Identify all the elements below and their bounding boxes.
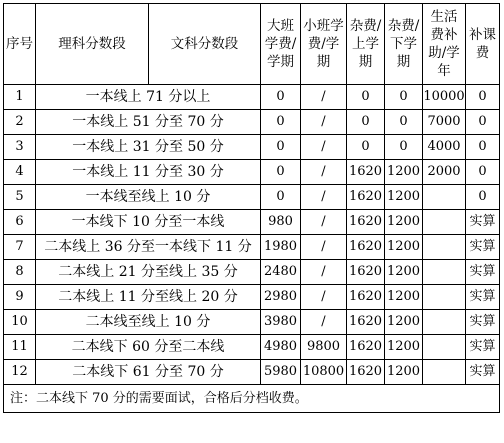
- cell-seq: 11: [4, 335, 36, 360]
- cell-misc-fee-second: 1200: [385, 160, 423, 185]
- cell-misc-fee-first: 0: [347, 85, 385, 110]
- cell-small-class-fee: /: [301, 235, 347, 260]
- cell-score-range: 一本线至线上 10 分: [36, 185, 261, 210]
- cell-small-class-fee: /: [301, 135, 347, 160]
- cell-small-class-fee: /: [301, 260, 347, 285]
- cell-misc-fee-first: 1620: [347, 235, 385, 260]
- header-science: [36, 4, 149, 85]
- header-seq: [4, 4, 36, 85]
- cell-small-class-fee: /: [301, 210, 347, 235]
- fee-table: [3, 3, 500, 413]
- cell-tutoring-fee: 0: [466, 185, 500, 210]
- header-misc-second: [385, 4, 423, 85]
- cell-misc-fee-first: 1620: [347, 360, 385, 385]
- table-row: [4, 310, 500, 335]
- header-small-class-label: 小班学费/学期: [303, 18, 344, 70]
- cell-big-class-fee: 5980: [261, 360, 301, 385]
- cell-misc-fee-second: 1200: [385, 285, 423, 310]
- cell-big-class-fee: 0: [261, 135, 301, 160]
- table-row: [4, 210, 500, 235]
- table-row: [4, 110, 500, 135]
- cell-misc-fee-second: 0: [385, 85, 423, 110]
- cell-seq: 1: [4, 85, 36, 110]
- header-row: [4, 4, 500, 85]
- header-arts: [149, 4, 261, 85]
- cell-seq: 2: [4, 110, 36, 135]
- cell-misc-fee-second: 1200: [385, 260, 423, 285]
- footnote: 注：二本线下 70 分的需要面试，合格后分档收费。: [4, 385, 500, 413]
- cell-seq: 7: [4, 235, 36, 260]
- cell-living-subsidy: [423, 285, 466, 310]
- table-row: [4, 135, 500, 160]
- header-misc-first: [347, 4, 385, 85]
- cell-big-class-fee: 0: [261, 110, 301, 135]
- cell-living-subsidy: 10000: [423, 85, 466, 110]
- cell-seq: 9: [4, 285, 36, 310]
- note-row: [4, 385, 500, 413]
- cell-tutoring-fee: 实算: [466, 310, 500, 335]
- cell-seq: 4: [4, 160, 36, 185]
- cell-score-range: 一本线下 10 分至一本线: [36, 210, 261, 235]
- cell-big-class-fee: 3980: [261, 310, 301, 335]
- cell-score-range: 二本线下 61 分至 70 分: [36, 360, 261, 385]
- cell-living-subsidy: 7000: [423, 110, 466, 135]
- cell-living-subsidy: 2000: [423, 160, 466, 185]
- cell-score-range: 二本线上 36 分至一本线下 11 分: [36, 235, 261, 260]
- cell-seq: 3: [4, 135, 36, 160]
- cell-misc-fee-first: 0: [347, 135, 385, 160]
- cell-seq: 6: [4, 210, 36, 235]
- header-science-label: 理科分数段: [58, 36, 126, 52]
- cell-misc-fee-second: 1200: [385, 335, 423, 360]
- table-row: [4, 185, 500, 210]
- cell-tutoring-fee: 0: [466, 135, 500, 160]
- cell-misc-fee-second: 0: [385, 135, 423, 160]
- cell-big-class-fee: 0: [261, 185, 301, 210]
- cell-seq: 10: [4, 310, 36, 335]
- cell-tutoring-fee: 0: [466, 110, 500, 135]
- cell-score-range: 二本线下 60 分至二本线: [36, 335, 261, 360]
- cell-seq: 12: [4, 360, 36, 385]
- cell-score-range: 一本线上 51 分至 70 分: [36, 110, 261, 135]
- cell-score-range: 一本线上 31 分至 50 分: [36, 135, 261, 160]
- fee-table-body: [4, 4, 500, 413]
- cell-living-subsidy: [423, 310, 466, 335]
- cell-big-class-fee: 1980: [261, 235, 301, 260]
- cell-tutoring-fee: 0: [466, 160, 500, 185]
- cell-misc-fee-first: 1620: [347, 285, 385, 310]
- cell-living-subsidy: [423, 335, 466, 360]
- cell-tutoring-fee: 0: [466, 85, 500, 110]
- cell-small-class-fee: 10800: [301, 360, 347, 385]
- header-small-class: [301, 4, 347, 85]
- cell-small-class-fee: /: [301, 160, 347, 185]
- cell-living-subsidy: [423, 210, 466, 235]
- cell-big-class-fee: 2980: [261, 285, 301, 310]
- header-tutoring: [466, 4, 500, 85]
- cell-tutoring-fee: 实算: [466, 210, 500, 235]
- cell-small-class-fee: /: [301, 310, 347, 335]
- cell-big-class-fee: 2480: [261, 260, 301, 285]
- cell-misc-fee-first: 1620: [347, 160, 385, 185]
- cell-living-subsidy: [423, 185, 466, 210]
- cell-seq: 5: [4, 185, 36, 210]
- cell-misc-fee-first: 1620: [347, 310, 385, 335]
- cell-tutoring-fee: 实算: [466, 360, 500, 385]
- table-row: [4, 160, 500, 185]
- cell-misc-fee-first: 1620: [347, 260, 385, 285]
- cell-small-class-fee: /: [301, 285, 347, 310]
- cell-living-subsidy: [423, 260, 466, 285]
- cell-score-range: 二本线上 21 分至线上 35 分: [36, 260, 261, 285]
- cell-misc-fee-second: 1200: [385, 360, 423, 385]
- header-living-subsidy: [423, 4, 466, 85]
- header-tutoring-label: 补课费: [469, 27, 496, 61]
- header-living-subsidy-label: 生活费补助/学年: [428, 9, 460, 79]
- cell-score-range: 一本线上 11 分至 30 分: [36, 160, 261, 185]
- header-arts-label: 文科分数段: [170, 36, 239, 52]
- cell-misc-fee-first: 1620: [347, 185, 385, 210]
- cell-living-subsidy: [423, 235, 466, 260]
- cell-tutoring-fee: 实算: [466, 335, 500, 360]
- cell-living-subsidy: [423, 360, 466, 385]
- table-row: [4, 285, 500, 310]
- cell-score-range: 二本线至线上 10 分: [36, 310, 261, 335]
- cell-tutoring-fee: 实算: [466, 235, 500, 260]
- table-row: [4, 260, 500, 285]
- header-misc-first-label: 杂费/上学期: [349, 18, 382, 70]
- cell-big-class-fee: 0: [261, 160, 301, 185]
- cell-misc-fee-second: 1200: [385, 210, 423, 235]
- cell-big-class-fee: 4980: [261, 335, 301, 360]
- table-row: [4, 360, 500, 385]
- cell-misc-fee-second: 1200: [385, 310, 423, 335]
- cell-seq: 8: [4, 260, 36, 285]
- table-row: [4, 85, 500, 110]
- cell-living-subsidy: 4000: [423, 135, 466, 160]
- cell-tutoring-fee: 实算: [466, 285, 500, 310]
- cell-score-range: 一本线上 71 分以上: [36, 85, 261, 110]
- cell-small-class-fee: /: [301, 110, 347, 135]
- cell-small-class-fee: 9800: [301, 335, 347, 360]
- cell-misc-fee-second: 1200: [385, 235, 423, 260]
- cell-small-class-fee: /: [301, 185, 347, 210]
- cell-misc-fee-first: 0: [347, 110, 385, 135]
- table-row: [4, 335, 500, 360]
- header-seq-label: 序号: [6, 36, 33, 52]
- cell-small-class-fee: /: [301, 85, 347, 110]
- cell-big-class-fee: 0: [261, 85, 301, 110]
- header-big-class: [261, 4, 301, 85]
- cell-misc-fee-second: 0: [385, 110, 423, 135]
- header-big-class-label: 大班学费/学期: [264, 18, 297, 70]
- cell-big-class-fee: 980: [261, 210, 301, 235]
- cell-tutoring-fee: 实算: [466, 260, 500, 285]
- cell-misc-fee-first: 1620: [347, 210, 385, 235]
- cell-misc-fee-second: 1200: [385, 185, 423, 210]
- table-row: [4, 235, 500, 260]
- cell-misc-fee-first: 1620: [347, 335, 385, 360]
- cell-score-range: 二本线上 11 分至线上 20 分: [36, 285, 261, 310]
- header-misc-second-label: 杂费/下学期: [387, 18, 420, 70]
